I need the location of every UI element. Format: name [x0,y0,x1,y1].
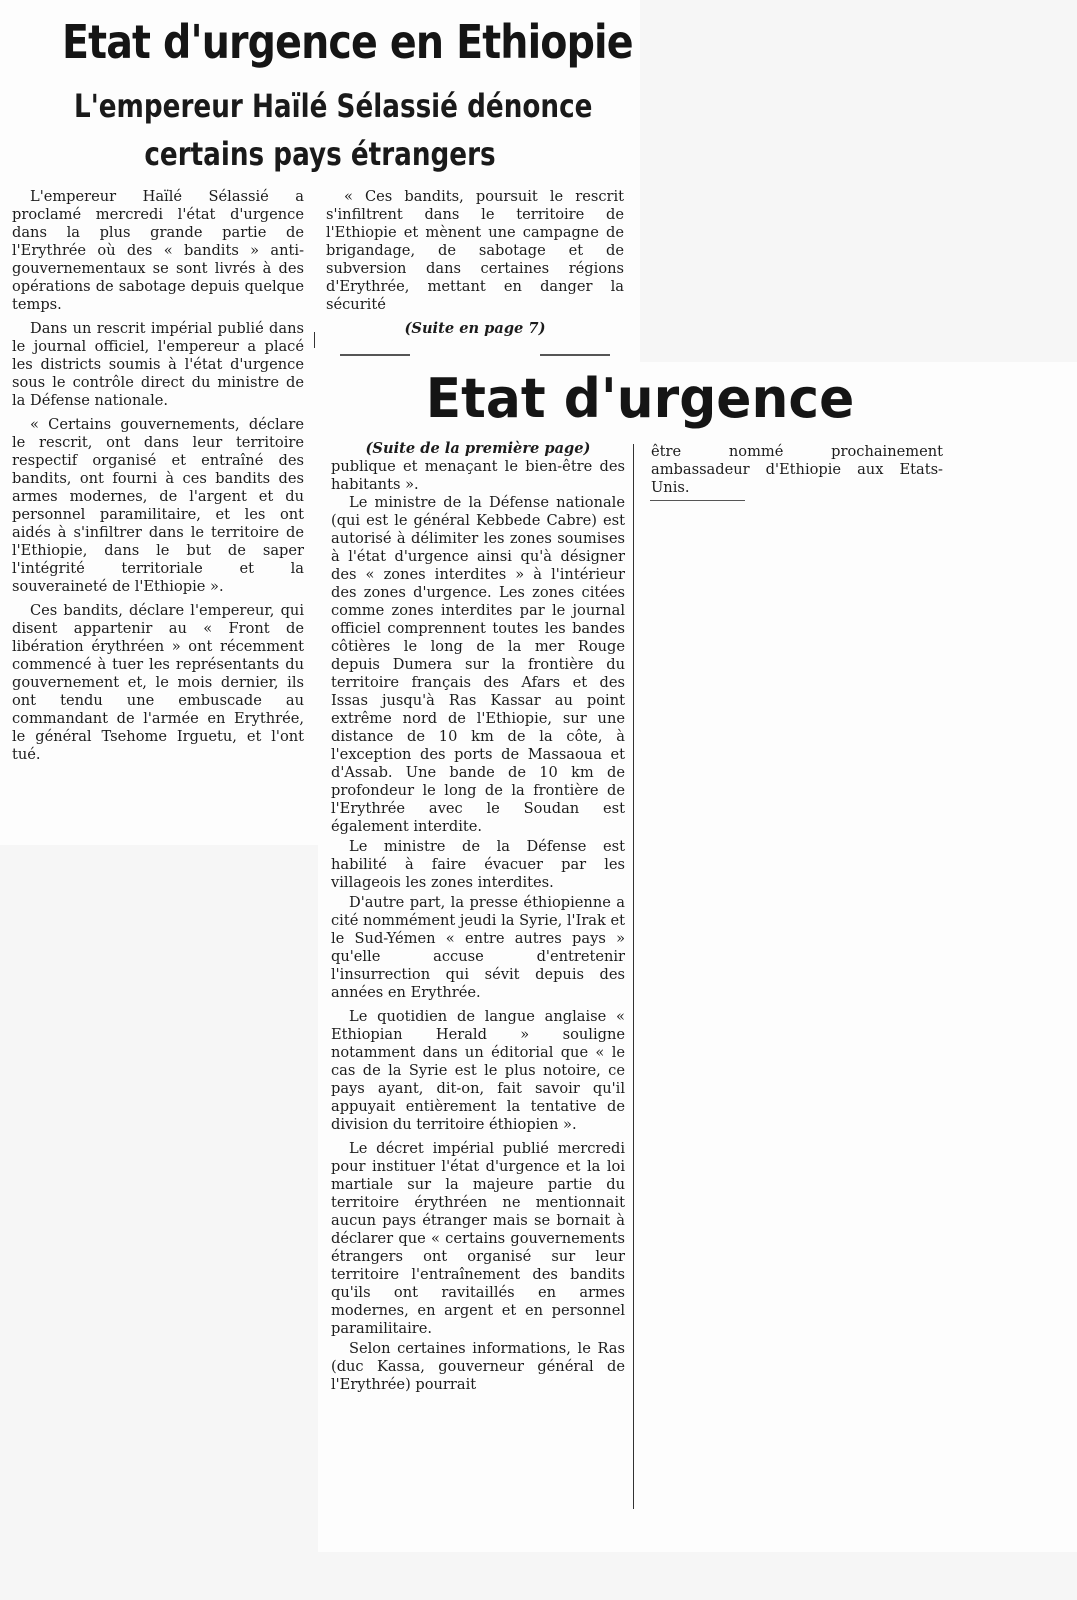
column-rule [340,354,410,356]
paragraph: Selon certaines informations, le Ras (duc Kassa, gouverneur général de l'Erythrée) pourrait [331,1340,625,1393]
column-end-rule [650,500,745,501]
front-column-2 [326,188,624,338]
paragraph: L'empereur Haïlé Sélassié a proclamé mercredi l'état d'urgence dans la plus grande partie de l'Erythrée où des « bandits » anti-gouvernementaux se sont livrés à des opérations de sabotage depuis quelque temps. [12,188,304,313]
paragraph: Le ministre de la Défense est habilité à faire évacuer par les villageois les zones interdites. [331,838,625,891]
paragraph: publique et menaçant le bien-être des habitants ». [331,458,625,493]
continued-column-1 [331,440,625,1394]
jump-line: (Suite en page 7) [404,320,546,337]
front-subheadline-2: certains pays étrangers [144,135,496,173]
continued-column-2 [651,443,943,497]
paragraph: Dans un rescrit impérial publié dans le journal officiel, l'empereur a placé les districts soumis à l'état d'urgence sous le contrôle direct du ministre de la Défense nationale. [12,320,304,409]
paragraph: Le ministre de la Défense nationale (qui est le général Kebbede Cabre) est autorisé à délimiter les zones soumises à l'état d'urgence ainsi qu'à désigner des « zones interdites » à l'intérieur des zones d'urgence. Les zones citées comme zones interdites par le journal officiel comprennent toutes les bandes côtières le long de la mer Rouge depuis Dumera sur la frontière du territoire français des Afars et des Issas jusqu'à Ras Kassar au point extrême nord de l'Ethiopie, sur une distance de 10 km de la côte, à l'exception des ports de Massaoua et d'Assab. Une bande de 10 km de profondeur le long de la frontière de l'Erythrée avec le Soudan est également interdite. [331,494,625,835]
continued-headline: Etat d'urgence [425,367,855,430]
paragraph: Le quotidien de langue anglaise « Ethiopian Herald » souligne notamment dans un éditorial que « le cas de la Syrie est le plus notoire, ce pays ayant, dit-on, fait savoir qu'il appuyait entièrement la tentative de division du territoire éthiopien ». [331,1008,625,1133]
paragraph: « Ces bandits, poursuit le rescrit s'infiltrent dans le territoire de l'Ethiopie et mènent une campagne de brigandage, de sabotage et de subversion dans certaines régions d'Erythrée, mettant en danger la sécurité [326,188,624,313]
paragraph: être nommé prochainement ambassadeur d'Ethiopie aux Etats-Unis. [651,443,943,496]
paragraph: Ces bandits, déclare l'empereur, qui disent appartenir au « Front de libération érythréen » ont récemment commencé à tuer les représentants du gouvernement et, le mois dernier, ils ont tendu une embuscade au commandant de l'armée en Erythrée, le général Tsehome Irguetu, et l'ont tué. [12,602,304,763]
paragraph: Le décret impérial publié mercredi pour instituer l'état d'urgence et la loi martiale sur la majeure partie du territoire érythréen ne mentionnait aucun pays étranger mais se bornait à déclarer que « certains gouvernements étrangers ont organisé sur leur territoire l'entraînement des bandits qu'ils ont ravitaillés en armes modernes, en argent et en personnel paramilitaire. [331,1140,625,1337]
paragraph: D'autre part, la presse éthiopienne a cité nommément jeudi la Syrie, l'Irak et le Sud-Yémen « entre autres pays » qu'elle accuse d'entretenir l'insurrection qui sévit depuis des années en Erythrée. [331,894,625,1001]
front-subheadline-1: L'empereur Haïlé Sélassié dénonce [74,87,593,125]
column-rule [540,354,610,356]
front-column-1 [12,188,304,764]
front-headline: Etat d'urgence en Ethiopie [62,15,633,69]
column-divider [314,332,315,348]
column-divider [633,444,634,1509]
continued-from-line: (Suite de la première page) [365,440,591,457]
paragraph: « Certains gouvernements, déclare le rescrit, ont dans leur territoire respectif organisé et entraîné des bandits, ont fourni à ces bandits des armes modernes, de l'argent et du personnel paramilitaire, et les ont aidés à s'infiltrer dans le territoire de l'Ethiopie, dans le but de saper l'intégrité territoriale et la souveraineté de l'Ethiopie ». [12,416,304,595]
